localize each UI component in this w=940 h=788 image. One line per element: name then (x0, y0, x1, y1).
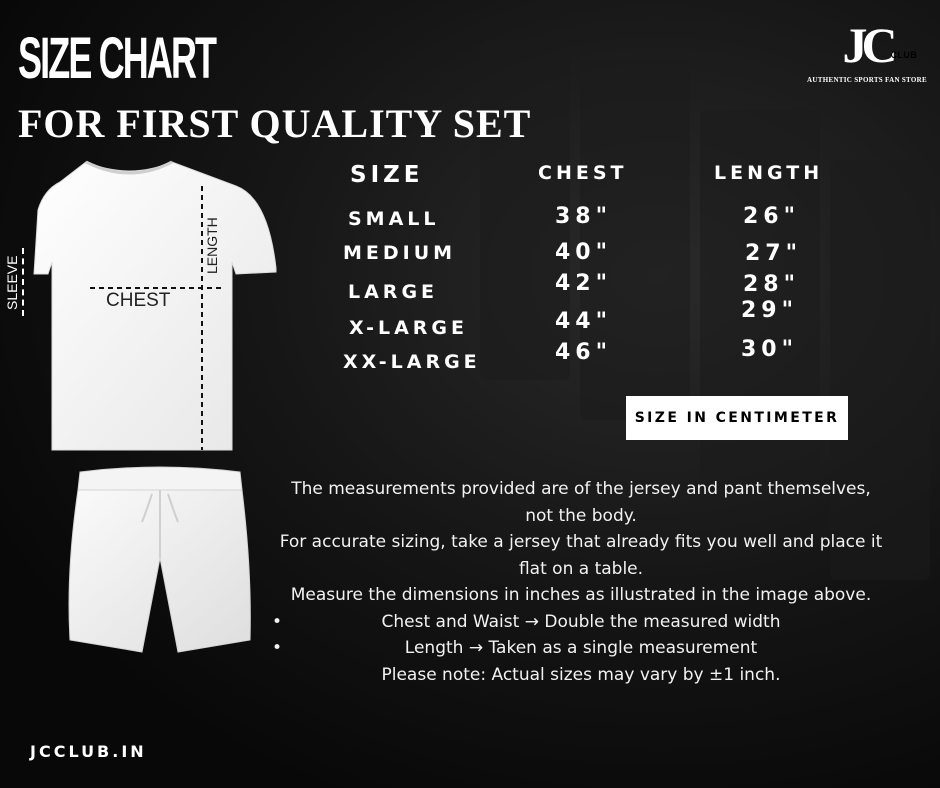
length-cell: 29" (741, 298, 799, 323)
note-paragraph: Please note: Actual sizes may vary by ±1 inch. (381, 664, 781, 685)
chest-cell: 42" (555, 271, 613, 296)
length-cell: 30" (741, 337, 799, 362)
page-title: SIZE CHART (18, 26, 216, 91)
chest-cell: 38" (555, 204, 613, 229)
page-subtitle: FOR FIRST QUALITY SET (18, 101, 532, 146)
note-bullets (278, 609, 884, 662)
header-chest: CHEST (538, 162, 628, 184)
sleeve-label: SLEEVE (4, 255, 20, 310)
header-length: LENGTH (714, 162, 824, 184)
website-link[interactable]: JCCLUB.IN (30, 742, 147, 761)
unit-badge: SIZE IN CENTIMETER (626, 396, 848, 440)
length-cell: 27" (745, 241, 803, 266)
logo-tagline: AUTHENTIC SPORTS FAN STORE (807, 76, 927, 84)
note-paragraph: The measurements provided are of the jersey and pant themselves, not the body. (291, 479, 871, 526)
logo-mark-text: JC (842, 17, 892, 73)
size-cell: SMALL (348, 208, 440, 230)
note-paragraph: Measure the dimensions in inches as illustrated in the image above. (290, 585, 872, 605)
chest-cell: 46" (555, 340, 613, 365)
size-cell: LARGE (348, 281, 439, 303)
measurement-notes (278, 476, 884, 688)
size-cell: X-LARGE (349, 317, 469, 339)
sleeve-measure-line (22, 248, 24, 316)
size-cell: XX-LARGE (343, 351, 481, 373)
note-paragraph: For accurate sizing, take a jersey that already fits you well and place it flat on a table. (279, 532, 883, 579)
logo-club-text: CLUB (890, 50, 918, 60)
chest-cell: 44" (555, 309, 613, 334)
length-label: LENGTH (204, 217, 220, 274)
length-cell: 26" (743, 204, 801, 229)
note-bullet: • Length → Taken as a single measurement (278, 635, 884, 662)
shorts-icon (62, 462, 258, 658)
chest-cell: 40" (555, 240, 613, 265)
logo-mark (842, 17, 918, 73)
chest-label: CHEST (106, 290, 171, 311)
size-cell: MEDIUM (343, 242, 457, 264)
length-cell: 28" (743, 272, 801, 297)
brand-logo (804, 18, 930, 90)
note-bullet: • Chest and Waist → Double the measured width (278, 609, 884, 636)
header-size: SIZE (350, 162, 424, 188)
tshirt-illustration (0, 150, 290, 455)
